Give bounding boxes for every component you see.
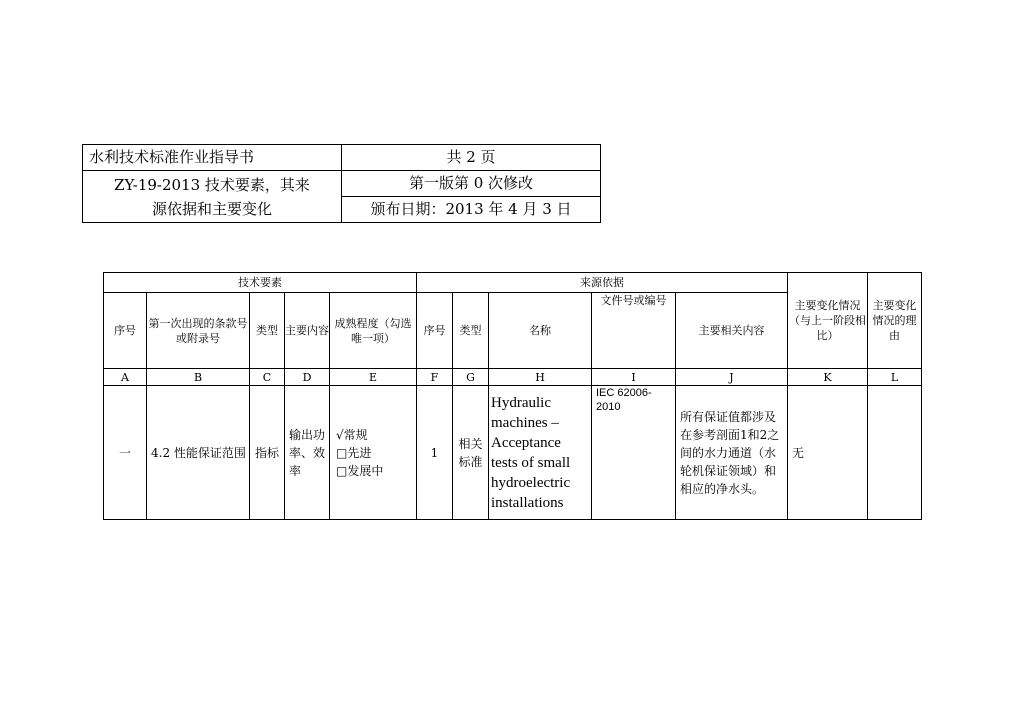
maturity-option-developing: □发展中 — [336, 463, 384, 478]
letter-d: D — [285, 369, 330, 386]
letter-f: F — [417, 369, 453, 386]
row-seq: 一 — [104, 386, 147, 520]
header-main-content: 主要内容 — [285, 293, 330, 369]
letter-j: J — [676, 369, 788, 386]
letter-g: G — [453, 369, 489, 386]
header-doc-no: 文件号或编号 — [592, 293, 676, 369]
table-row — [104, 386, 922, 520]
row-doc-number: IEC 62006-2010 — [592, 386, 676, 520]
row-src-seq: 1 — [417, 386, 453, 520]
row-src-type: 相关标准 — [453, 386, 489, 520]
doc-number-line2: 源依据和主要变化 — [151, 199, 272, 218]
row-type: 指标 — [250, 386, 285, 520]
elements-table — [103, 272, 922, 520]
letter-h: H — [489, 369, 592, 386]
header-src-seq: 序号 — [417, 293, 453, 369]
issue-date: 颁布日期：2013 年 4 月 3 日 — [342, 197, 601, 223]
header-table — [82, 144, 601, 223]
letter-c: C — [250, 369, 285, 386]
letter-a: A — [104, 369, 147, 386]
header-change-situation: 主要变化情况（与上一阶段相比） — [788, 273, 868, 369]
maturity-option-conventional: √常规 — [336, 427, 368, 442]
header-change-reason: 主要变化情况的理由 — [868, 273, 922, 369]
maturity-option-advanced: □先进 — [336, 445, 372, 460]
header-seq: 序号 — [104, 293, 147, 369]
header-src-type: 类型 — [453, 293, 489, 369]
doc-number-line1: ZY-19-2013 技术要素，其来 — [114, 175, 310, 194]
header-name: 名称 — [489, 293, 592, 369]
edition: 第一版第 0 次修改 — [342, 171, 601, 197]
header-type: 类型 — [250, 293, 285, 369]
row-source-name: Hydraulic machines – Acceptance tests of small hydroelectric installations — [489, 386, 592, 520]
header-related-content: 主要相关内容 — [676, 293, 788, 369]
doc-number-cell — [83, 171, 342, 223]
letter-b: B — [147, 369, 250, 386]
doc-title: 水利技术标准作业指导书 — [83, 145, 342, 171]
row-maturity — [330, 386, 417, 520]
group-source-basis: 来源依据 — [417, 273, 788, 293]
row-reason — [868, 386, 922, 520]
letter-l: L — [868, 369, 922, 386]
page-count: 共 2 页 — [342, 145, 601, 171]
header-maturity: 成熟程度（勾选唯一项） — [330, 293, 417, 369]
row-content: 输出功率、效率 — [285, 386, 330, 520]
group-tech-elements: 技术要素 — [104, 273, 417, 293]
row-related-content: 所有保证值都涉及在参考剖面1和2之间的水力通道（水轮机保证领域）和相应的净水头。 — [676, 386, 788, 520]
letter-i: I — [592, 369, 676, 386]
header-first-clause: 第一次出现的条款号或附录号 — [147, 293, 250, 369]
letter-k: K — [788, 369, 868, 386]
row-clause: 4.2 性能保证范围 — [147, 386, 250, 520]
letter-e: E — [330, 369, 417, 386]
row-change: 无 — [788, 386, 868, 520]
